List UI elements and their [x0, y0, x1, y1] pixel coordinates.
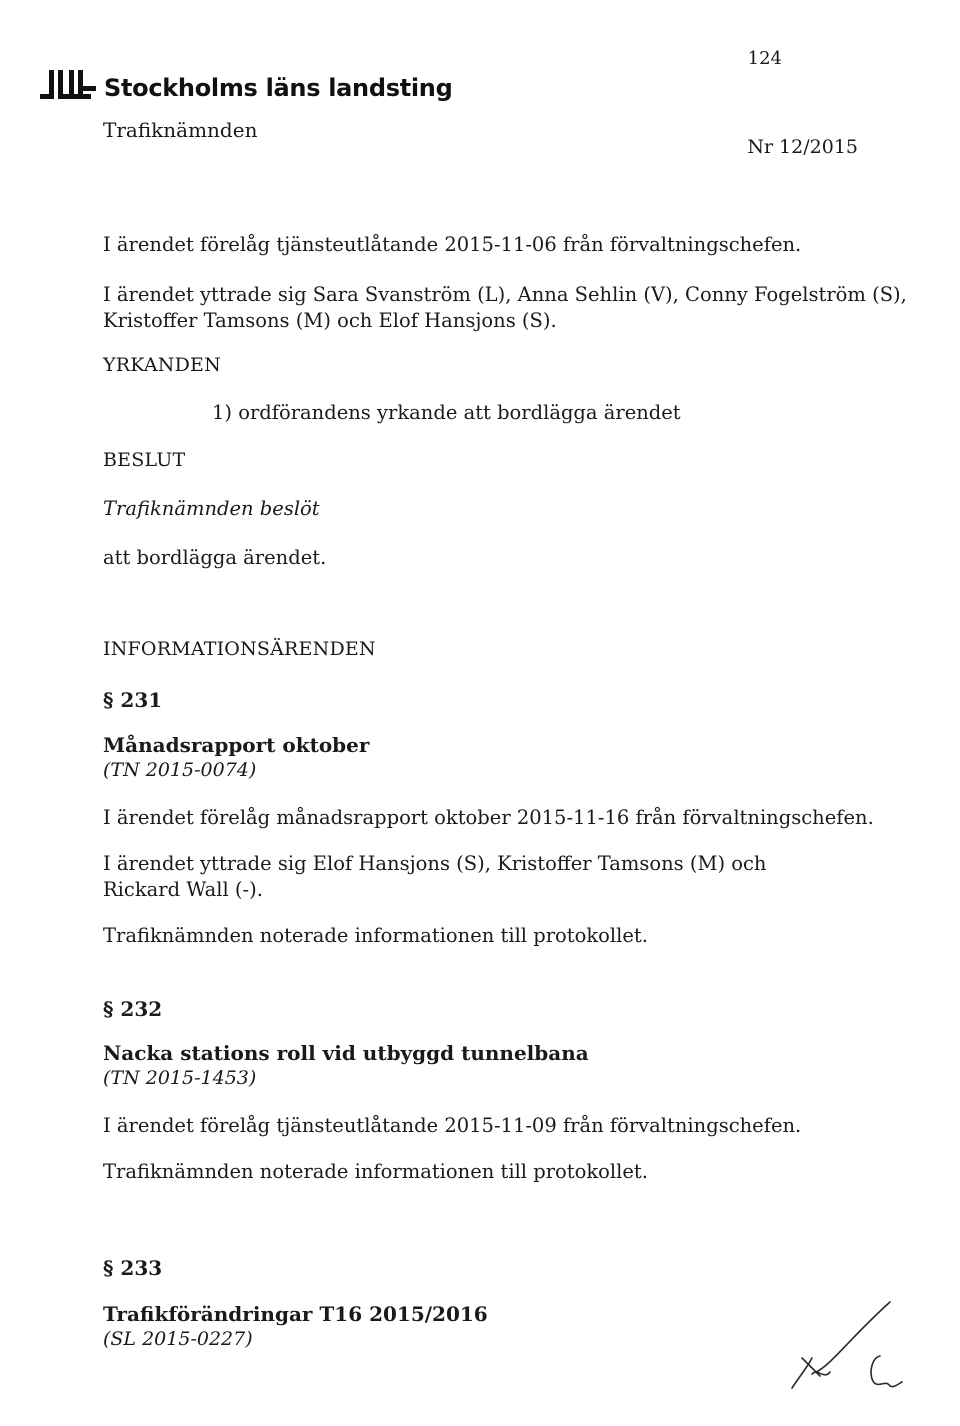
item-title: Trafikförändringar T16 2015/2016	[103, 1302, 488, 1326]
yrkanden-heading: YRKANDEN	[103, 354, 221, 376]
prev-item-speakers-line1: I ärendet yttrade sig Sara Svanström (L), Anna Sehlin (V), Conny Fogelström (S),	[103, 283, 907, 306]
beslut-intro: Trafiknämnden beslöt	[103, 497, 320, 520]
organization-name: Stockholms läns landsting	[104, 74, 453, 102]
item-paragraph: Trafiknämnden noterade informationen till protokollet.	[103, 1160, 648, 1183]
item-paragraph: I ärendet yttrade sig Elof Hansjons (S), Kristoffer Tamsons (M) och	[103, 852, 767, 875]
section-number: § 233	[103, 1256, 163, 1280]
item-title: Nacka stations roll vid utbyggd tunnelbana	[103, 1041, 589, 1065]
case-reference: (TN 2015-0074)	[103, 759, 257, 781]
beslut-text: att bordlägga ärendet.	[103, 546, 327, 569]
organization-logo	[40, 62, 452, 110]
item-paragraph: Rickard Wall (-).	[103, 878, 263, 901]
item-paragraph: I ärendet förelåg tjänsteutlåtande 2015-11-09 från förvaltningschefen.	[103, 1114, 802, 1137]
prev-item-intro: I ärendet förelåg tjänsteutlåtande 2015-11-06 från förvaltningschefen.	[103, 233, 802, 256]
page-number: 124	[747, 48, 782, 69]
department-name: Trafiknämnden	[103, 118, 258, 142]
prev-item-speakers-line2: Kristoffer Tamsons (M) och Elof Hansjons (S).	[103, 309, 557, 332]
item-paragraph: Trafiknämnden noterade informationen till protokollet.	[103, 924, 648, 947]
info-heading: INFORMATIONSÄRENDEN	[103, 638, 376, 660]
section-number: § 231	[103, 688, 163, 712]
section-number: § 232	[103, 997, 163, 1021]
protocol-number: Nr 12/2015	[747, 136, 858, 158]
case-reference: (SL 2015-0227)	[103, 1328, 253, 1350]
case-reference: (TN 2015-1453)	[103, 1067, 257, 1089]
sll-logo-icon	[40, 64, 98, 108]
yrkande-item: 1) ordförandens yrkande att bordlägga ärendet	[212, 401, 681, 424]
beslut-heading: BESLUT	[103, 449, 186, 471]
item-paragraph: I ärendet förelåg månadsrapport oktober 2015-11-16 från förvaltningschefen.	[103, 806, 874, 829]
item-title: Månadsrapport oktober	[103, 733, 370, 757]
signature-initials-icon	[790, 1296, 910, 1396]
